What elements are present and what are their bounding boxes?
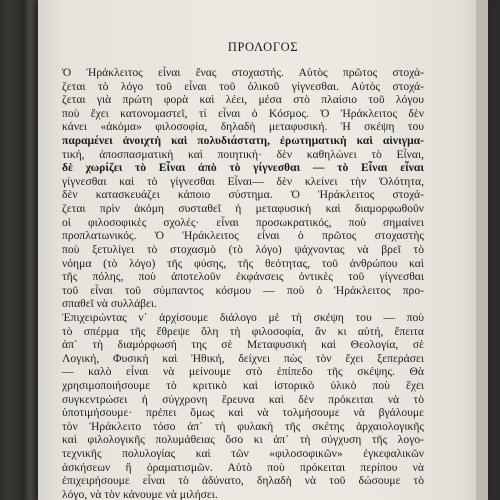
text-line: ζεται τὸ λόγο τοῦ εἶναι τοῦ ὁλικοῦ γίγνεσθαι. Αὐτὸς στοχά- xyxy=(62,79,424,93)
page-edge-shadow xyxy=(476,0,488,500)
page-title: ΠΡΟΛΟΓΟΣ xyxy=(227,40,299,54)
text-line: τοῦ εἶναι τοῦ σύμπαντος κόσμου — ποὺ ὁ Ἡράκλειτος προ- xyxy=(62,283,424,297)
text-line: τὸ σπέρμα τῆς ἔθρεψε ὅλη τὴ φιλοσοφία, ἂν κι αὐτή, ἔπειτα xyxy=(62,324,424,338)
text-line: κάνει «ἀκόμα» φιλοσοφία, δηλαδὴ μεταφυσική. Ἡ σκέψη του xyxy=(62,120,424,134)
text-line: καὶ φιλολογικῆς πολυμάθειας ὅσο κι ἀπ᾽ τὴ σύγχυση τῆς λογο- xyxy=(62,433,424,447)
text-line: Ἐπιχειρώντας ν᾽ ἀρχίσουμε διάλογο μὲ τὴ σκέψη του — ποὺ xyxy=(62,310,424,324)
text-line: τῆς πόλης, ποὺ ἀποτελοῦν ἐκφάνσεις ὀντικὲς τοῦ γίγνεσθαι xyxy=(62,270,424,284)
text-line: τική, ἀποσπασματικὴ καὶ ποιητική· δὲν καθηλώνει τὸ Εἶναι, xyxy=(62,147,424,161)
text-line: παραμένει ἀνοιχτὴ καὶ πολυδιάστατη, ἐρωτηματικὴ καὶ αἰνιγμα- xyxy=(62,134,424,148)
text-line: ὑποτιμήσουμε· πρέπει ὅμως καὶ νὰ τολμήσουμε νὰ βγάλουμε xyxy=(62,406,424,420)
text-line: ἀσκήσεων ἢ ὁραματισμῶν. Αὐτὸ ποὺ πρόκειται περίπου νὰ xyxy=(62,460,424,474)
text-line: προπλατωνικός. Ὁ Ἡράκλειτος εἶναι ὁ πρῶτος στοχαστὴς xyxy=(62,229,424,243)
text-line: τεχνικῆς πολυλογίας καὶ τῶν «φιλοσοφικῶν» ἐγκεφαλικῶν xyxy=(62,447,424,461)
text-line: οἱ φιλοσοφικὲς σχολές· εἶναι προσωκρατικός, ποὺ σημαίνει xyxy=(62,215,424,229)
text-line: ἐπιχειρήσουμε εἶναι τὸ ἀδύνατο, δηλαδὴ νὰ τοῦ δώσουμε τὸ xyxy=(62,474,424,488)
text-line: δὲν κατασκευάζει κάποιο σύστημα. Ὁ Ἡράκλειτος στοχά- xyxy=(62,188,424,202)
prologue-text xyxy=(62,66,424,500)
text-line: χρησιμοποιήσουμε τὸ κριτικὸ καὶ ἱστορικὸ ὑλικὸ ποὺ ἔχει xyxy=(62,379,424,393)
text-line: ζεται γιὰ πρώτη φορὰ καὶ λέει, μέσα στὸ πλαίσιο τοῦ λόγου xyxy=(62,93,424,107)
text-line: ποὺ ξετυλίγει τὸ στοχασμὸ (τὸ λόγο) ψάχνοντας νὰ βρεῖ τὸ xyxy=(62,242,424,256)
text-line: σπαθεῖ νὰ συλλάβει. xyxy=(62,297,157,311)
text-line: νόημα (τὸ λόγο) τῆς φύσης, τῆς θεότητας, τοῦ ἀνθρώπου καὶ xyxy=(62,256,424,270)
text-line: δὲ χωρίζει τὸ Εἶναι ἀπὸ τὸ γίγνεσθαι — τὸ Εἶναι εἶναι xyxy=(62,161,424,175)
text-line: ποὺ ἔχει κατονομαστεῖ, τί εἶναι ὁ Κόσμος. Ὁ Ἡράκλειτος δὲν xyxy=(62,106,424,120)
text-line: γίγνεσθαι καὶ τὸ γίγνεσθαι Εἶναι— δὲν κλείνει τὴν Ὁλότητα, xyxy=(62,174,424,188)
text-line: τὸν Ἡράκλειτο τόσο ἀπ᾽ τὴ φυλακὴ τῆς σκέτης ἀρχαιολογικῆς xyxy=(62,419,424,433)
text-line: συγκεντρώσει ἡ σύγχρονη ἔρευνα καὶ δὲν πρόκειται νὰ τὸ xyxy=(62,392,424,406)
text-line: ἀπ᾽ τὴ διαμόρφωσή της σὲ Μεταφυσικὴ καὶ Θεολογία, σὲ xyxy=(62,338,424,352)
text-line: λόγο, νὰ τὸν κάνουμε νὰ μιλήσει. xyxy=(62,487,218,500)
text-line: ζεται πρὶν ἀκόμη συσταθεῖ ἡ μεταφυσικὴ καὶ διαμορφωθοῦν xyxy=(62,202,424,216)
book-page xyxy=(38,0,488,500)
text-line: — καλὸ εἶναι νὰ μείνουμε στὸ ἐπίπεδο τῆς σκέψης. Θὰ xyxy=(62,365,424,379)
text-line: Ὁ Ἡράκλειτος εἶναι ἕνας στοχαστής. Αὐτὸς πρῶτος στοχά- xyxy=(62,66,424,79)
text-line: Λογική, Φυσικὴ καὶ Ἠθική, δείχνει πὼς τὸν ἔχει ξεπεράσει xyxy=(62,351,424,365)
